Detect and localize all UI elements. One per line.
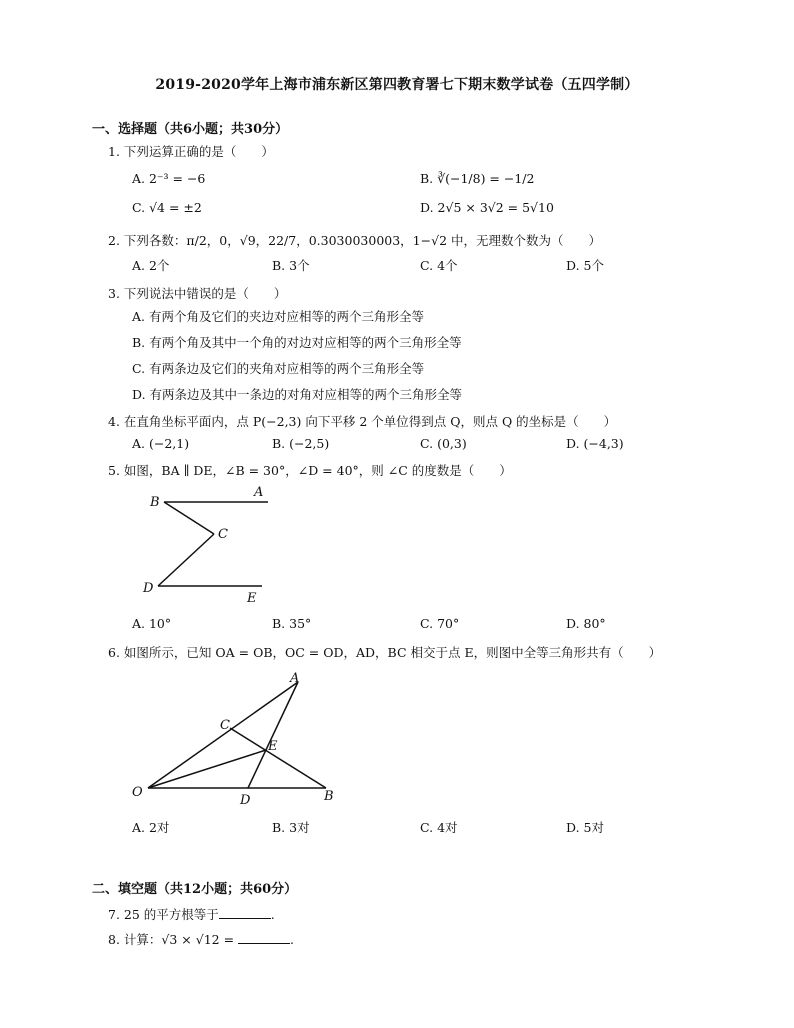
segment-ad <box>248 682 298 788</box>
page-title: 2019-2020学年上海市浦东新区第四教育署七下期末数学试卷（五四学制） <box>155 77 639 93</box>
segment-bc <box>164 502 214 534</box>
question-8-end: . <box>290 932 295 947</box>
question-7-end: . <box>270 907 275 922</box>
segment-oa <box>148 682 298 788</box>
question-3-option-d: D. 有两条边及其中一条边的对角对应相等的两个三角形全等 <box>132 387 463 402</box>
question-2-option-a: A. 2个 <box>132 258 170 273</box>
question-5-figure <box>140 480 280 610</box>
question-3-option-a: A. 有两个角及它们的夹边对应相等的两个三角形全等 <box>132 309 424 324</box>
question-4-option-c: C. (0,3) <box>420 436 467 451</box>
point-label-e: E <box>268 739 278 754</box>
question-2-stem: 2. 下列各数：π/2，0，√9，22/7，0.3030030003，1−√2 中，无理数个数为（ ） <box>108 233 601 248</box>
question-3-option-b: B. 有两个角及其中一个角的对边对应相等的两个三角形全等 <box>132 335 462 350</box>
question-3-stem: 3. 下列说法中错误的是（ ） <box>108 286 287 301</box>
question-7-text: 7. 25 的平方根等于 <box>108 907 219 922</box>
point-label-c: C <box>218 527 228 542</box>
question-3-option-c: C. 有两条边及它们的夹角对应相等的两个三角形全等 <box>132 361 425 376</box>
question-6-figure <box>126 668 346 808</box>
point-label-o: O <box>132 785 143 800</box>
point-label-a: A <box>290 671 300 686</box>
segment-oe <box>148 750 266 788</box>
question-4-option-b: B. (−2,5) <box>272 436 330 451</box>
question-8-text: 8. 计算：√3 × √12 = <box>108 932 235 947</box>
point-label-b: B <box>150 495 160 510</box>
segment-cd <box>158 534 214 586</box>
point-label-a: A <box>254 485 264 500</box>
question-1-option-c: C. √4 = ±2 <box>132 200 202 215</box>
point-label-d: D <box>143 581 154 596</box>
question-2-option-d: D. 5个 <box>566 258 604 273</box>
question-4-option-a: A. (−2,1) <box>132 436 190 451</box>
question-1-option-b: B. ∛(−1/8) = −1/2 <box>420 171 535 186</box>
point-label-e: E <box>247 591 257 606</box>
section-heading-choice: 一、选择题（共6小题；共30分） <box>92 122 289 137</box>
question-6-option-c: C. 4对 <box>420 820 458 835</box>
question-1-option-d: D. 2√5 × 3√2 = 5√10 <box>420 200 554 215</box>
point-label-b: B <box>324 789 334 804</box>
question-5-option-d: D. 80° <box>566 616 606 631</box>
question-2-option-b: B. 3个 <box>272 258 310 273</box>
question-1-stem: 1. 下列运算正确的是（ ） <box>108 144 274 159</box>
question-5-option-b: B. 35° <box>272 616 312 631</box>
question-6-stem: 6. 如图所示，已知 OA = OB，OC = OD，AD，BC 相交于点 E，则图中全等三角形共有（ ） <box>108 645 662 660</box>
question-2-option-c: C. 4个 <box>420 258 458 273</box>
segment-cb <box>230 728 326 788</box>
question-5-option-c: C. 70° <box>420 616 460 631</box>
question-4-stem: 4. 在直角坐标平面内，点 P(−2,3) 向下平移 2 个单位得到点 Q，则点 Q 的坐标是（ ） <box>108 414 617 429</box>
question-4-option-d: D. (−4,3) <box>566 436 624 451</box>
question-5-option-a: A. 10° <box>132 616 172 631</box>
question-8 <box>108 930 294 948</box>
question-6-option-d: D. 5对 <box>566 820 604 835</box>
question-6-option-b: B. 3对 <box>272 820 310 835</box>
question-7 <box>108 905 275 923</box>
section-heading-fill: 二、填空题（共12小题；共60分） <box>92 882 298 897</box>
answer-blank[interactable] <box>238 931 290 944</box>
question-1-option-a: A. 2⁻³ = −6 <box>132 171 206 186</box>
question-5-stem: 5. 如图，BA ∥ DE，∠B = 30°，∠D = 40°，则 ∠C 的度数是（ ） <box>108 463 512 478</box>
point-label-d: D <box>240 793 251 808</box>
answer-blank[interactable] <box>219 906 271 919</box>
point-label-c: C <box>220 718 230 733</box>
question-6-option-a: A. 2对 <box>132 820 170 835</box>
